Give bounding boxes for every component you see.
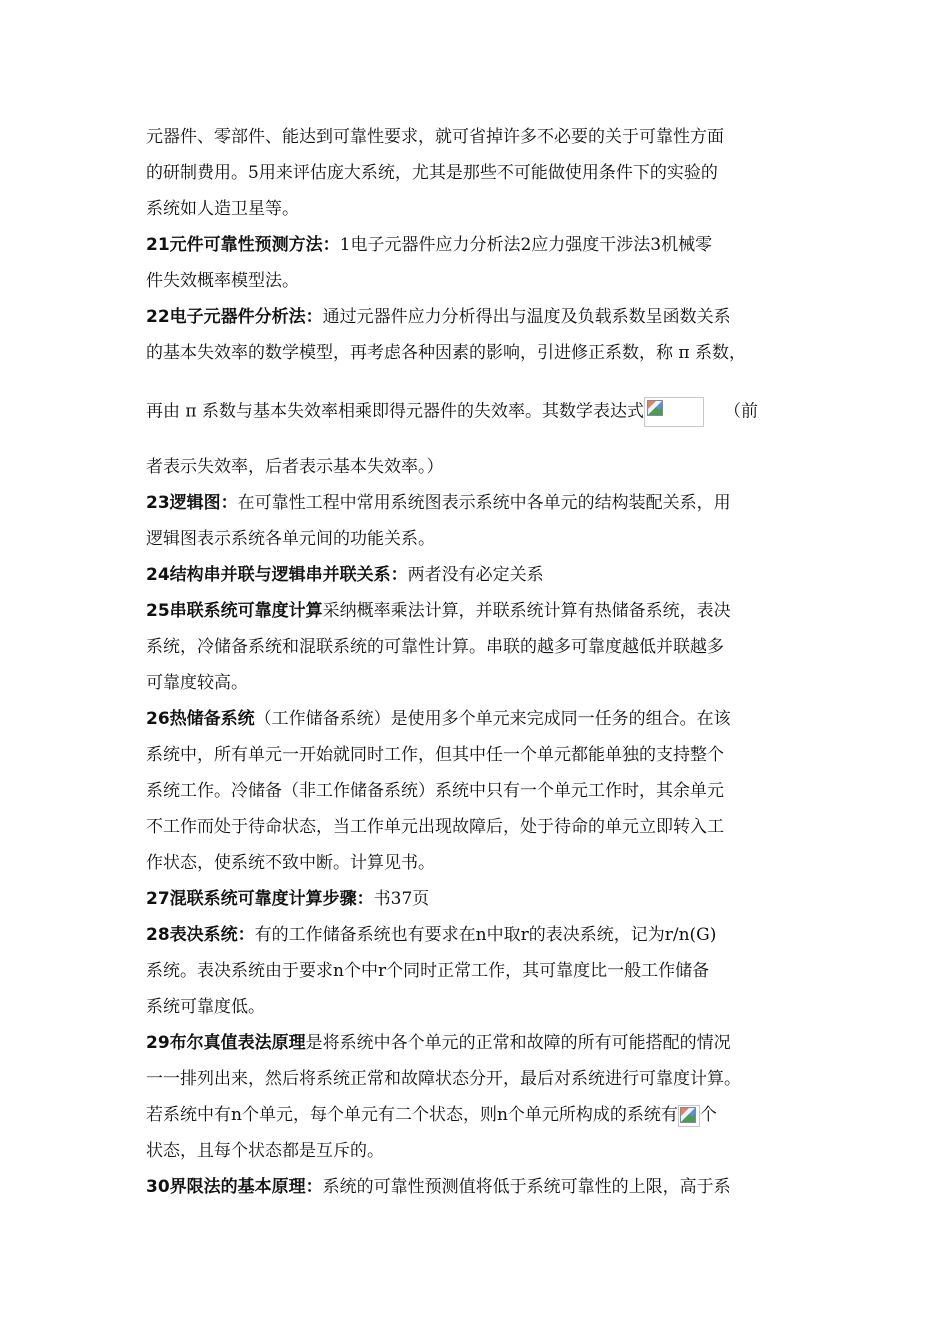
text-line — [146, 269, 299, 293]
line-text: 的基本失效率的数学模型，再考虑各种因素的影响，引进修正系数，称 π 系数， — [146, 343, 746, 363]
line-text: 再由 π 系数与基本失效率相乘即得元器件的失效率。其数学表达式 — [146, 401, 644, 422]
text-line — [146, 707, 731, 731]
text-line — [146, 851, 435, 875]
section-heading: 24结构串并联与逻辑串并联关系： — [146, 565, 408, 585]
text-line — [146, 1139, 384, 1163]
line-text: 的研制费用。5用来评估庞大系统，尤其是那些不可能做使用条件下的实验的 — [146, 163, 718, 183]
line-text: 不工作而处于待命状态，当工作单元出现故障后，处于待命的单元立即转入工 — [146, 817, 724, 837]
line-text: 书37页 — [373, 889, 430, 909]
text-line — [146, 1103, 717, 1127]
text-line — [146, 743, 724, 767]
text-line — [146, 635, 724, 659]
text-line — [146, 959, 709, 983]
line-text: 一一排列出来，然后将系统正常和故障状态分开，最后对系统进行可靠度计算。 — [146, 1069, 741, 1089]
text-line — [146, 1067, 741, 1091]
text-line — [146, 491, 731, 515]
text-line — [146, 563, 544, 587]
line-text: 是将系统中各个单元的正常和故障的所有可能搭配的情况 — [305, 1033, 731, 1053]
text-line — [146, 995, 265, 1019]
line-text: 系统。表决系统由于要求n个中r个同时正常工作，其可靠度比一般工作储备 — [146, 961, 710, 981]
line-text: 在可靠性工程中常用系统图表示系统中各单元的结构装配关系，用 — [237, 493, 731, 513]
line-text: 系统工作。冷储备（非工作储备系统）系统中只有一个单元工作时，其余单元 — [146, 781, 724, 801]
text-line — [146, 125, 724, 149]
broken-image-icon — [647, 400, 663, 416]
line-text: 系统，冷储备系统和混联系统的可靠性计算。串联的越多可靠度越低并联越多 — [146, 637, 724, 657]
section-heading: 22电子元器件分析法： — [146, 307, 323, 327]
text-line — [146, 341, 746, 365]
line-text: 有的工作储备系统也有要求在n中取r的表决系统，记为r/n(G) — [254, 925, 717, 945]
text-line — [146, 455, 444, 479]
text-line — [146, 671, 248, 695]
line-text: 系统中，所有单元一开始就同时工作，但其中任一个单元都能单独的支持整个 — [146, 745, 724, 765]
text-line — [146, 599, 731, 623]
text-line — [146, 1031, 731, 1055]
formula-image-placeholder — [644, 397, 704, 427]
text-line — [146, 1175, 731, 1199]
section-heading: 21元件可靠性预测方法： — [146, 235, 340, 255]
line-text: 件失效概率模型法。 — [146, 271, 299, 291]
line-text: 逻辑图表示系统各单元间的功能关系。 — [146, 529, 435, 549]
line-text: （前 — [723, 401, 758, 422]
section-heading: 30界限法的基本原理： — [146, 1177, 323, 1197]
line-text: 两者没有必定关系 — [407, 565, 544, 585]
text-line — [146, 887, 429, 911]
section-heading: 28表决系统： — [146, 925, 255, 945]
line-text: 通过元器件应力分析得出与温度及负载系数呈函数关系 — [322, 307, 731, 327]
text-line — [146, 527, 435, 551]
text-line — [146, 161, 718, 185]
text-line — [146, 197, 299, 221]
line-text: 若系统中有n个单元，每个单元有二个状态，则n个单元所构成的系统有 — [146, 1105, 678, 1125]
line-text: 采纳概率乘法计算，并联系统计算有热储备系统，表决 — [322, 601, 731, 621]
line-text: 个 — [699, 1105, 717, 1125]
line-text: 作状态，使系统不致中断。计算见书。 — [146, 853, 435, 873]
section-heading: 26热储备系统 — [146, 709, 255, 729]
formula-image-placeholder — [678, 1105, 700, 1127]
line-text: 系统可靠度低。 — [146, 997, 265, 1017]
line-text: 者表示失效率，后者表示基本失效率。） — [146, 457, 444, 477]
line-text: 可靠度较高。 — [146, 673, 248, 693]
section-heading: 27混联系统可靠度计算步骤： — [146, 889, 374, 909]
text-line — [146, 305, 731, 329]
line-text: 状态，且每个状态都是互斥的。 — [146, 1141, 384, 1161]
line-text: 系统如人造卫星等。 — [146, 199, 299, 219]
line-text: 元器件、零部件、能达到可靠性要求，就可省掉许多不必要的关于可靠性方面 — [146, 127, 724, 147]
text-line — [146, 233, 712, 257]
section-heading: 23逻辑图： — [146, 493, 238, 513]
text-line — [146, 779, 724, 803]
text-line — [146, 815, 724, 839]
line-text: 系统的可靠性预测值将低于系统可靠性的上限，高于系 — [322, 1177, 731, 1197]
broken-image-icon — [680, 1107, 696, 1123]
text-line — [146, 397, 758, 427]
section-heading: 29布尔真值表法原理 — [146, 1033, 306, 1053]
line-text: （工作储备系统）是使用多个单元来完成同一任务的组合。在该 — [254, 709, 731, 729]
line-text: 1电子元器件应力分析法2应力强度干涉法3机械零 — [339, 235, 713, 255]
text-line — [146, 923, 716, 947]
section-heading: 25串联系统可靠度计算 — [146, 601, 323, 621]
